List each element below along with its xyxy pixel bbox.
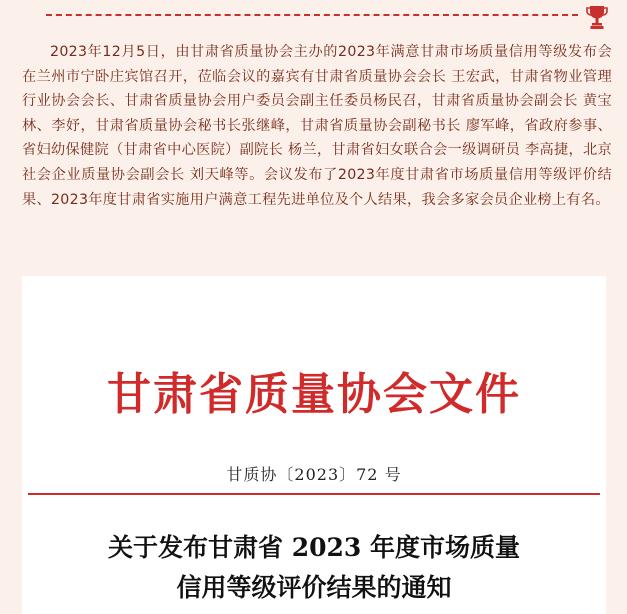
document-title-line-1: 关于发布甘肃省 2023 年度市场质量 xyxy=(108,533,520,562)
dashed-divider-line xyxy=(46,14,578,16)
article-paragraph: 2023年12月5日，由甘肃省质量协会主办的2023年满意甘肃市场质量信用等级发布会在兰州市宁卧庄宾馆召开，莅临会议的嘉宾有甘肃省质量协会会长 王宏武，甘肃省物业管理行业协会会长、甘肃省质量协会用户委员会副主任委员杨民召，甘肃省质量协会副会长 黄宝林、李妤，甘肃省质量协会秘书长张继峰，甘肃省质量协会副秘书长 廖军峰，省政府参事、省妇幼保健院（甘肃省中心医院）副院长 杨兰，甘肃省妇女联合会一级调研员 李高捷，北京社会企业质量协会副会长 刘天峰等。会议发布了2023年度甘肃省市场质量信用等级评价结果、2023年度甘肃省实施用户满意工程先进单位及个人结果，我会多家会员企业榜上有名。 xyxy=(22,44,612,208)
section-divider xyxy=(0,0,627,32)
document-red-rule xyxy=(28,493,600,495)
trophy-icon xyxy=(585,3,609,31)
document-number: 甘质协〔2023〕72 号 xyxy=(226,465,402,484)
official-document-image xyxy=(22,276,606,614)
document-header: 甘肃省质量协会文件 xyxy=(107,369,521,420)
document-title xyxy=(22,528,606,608)
document-title-line-2: 信用等级评价结果的通知 xyxy=(176,573,452,602)
